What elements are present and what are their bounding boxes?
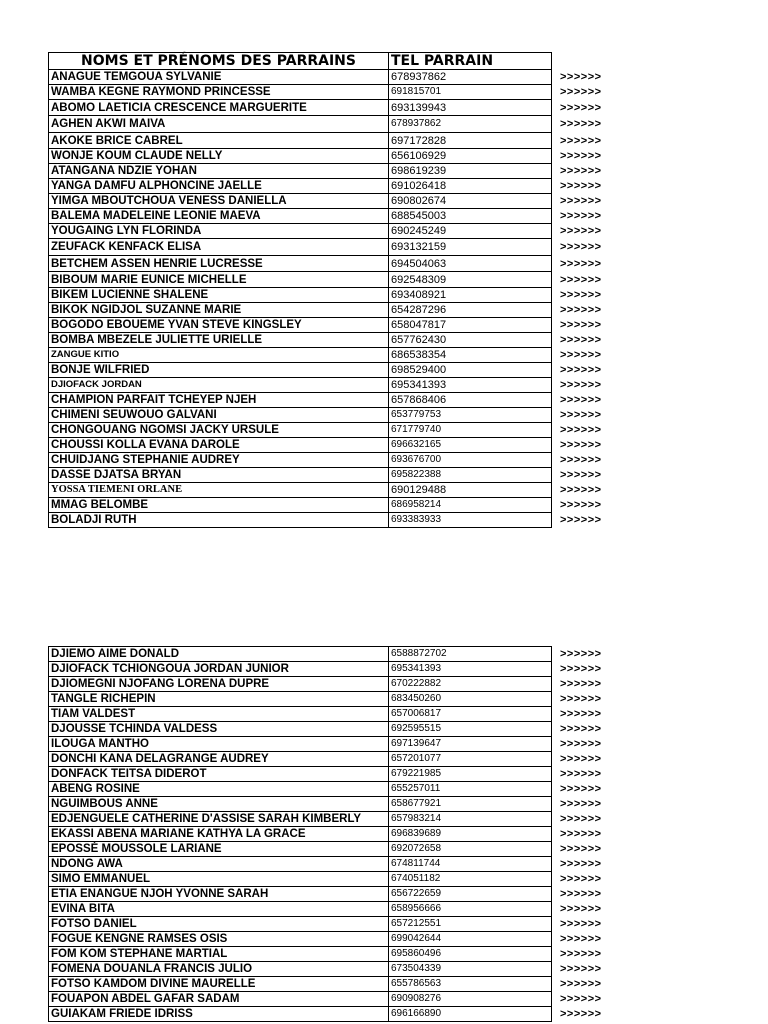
- sponsor-table-1: [48, 52, 618, 528]
- sponsor-name-cell: BALEMA MADELEINE LEONIE MAEVA: [49, 209, 389, 224]
- sponsor-name-cell: ANAGUE TEMGOUA SYLVANIE: [49, 70, 389, 85]
- table-row: [49, 513, 618, 528]
- sponsor-tel-cell: 657006817: [389, 707, 552, 722]
- sponsor-name-cell: EDJENGUELE CATHERINE D'ASSISE SARAH KIMBERLY: [49, 812, 389, 827]
- arrow-marker: >>>>>>: [560, 86, 602, 98]
- arrow-marker: >>>>>>: [560, 225, 602, 237]
- sponsor-name-cell: YOUGAING LYN FLORINDA: [49, 224, 389, 239]
- table-row: [49, 992, 618, 1007]
- sponsor-tel-cell: 679221985: [389, 767, 552, 782]
- sponsor-tel-cell: 655257011: [389, 782, 552, 797]
- sponsor-name-cell: DJIEMO AIME DONALD: [49, 647, 389, 662]
- sponsor-name-cell: ABENG ROSINE: [49, 782, 389, 797]
- sponsor-name-cell: FOM KOM STEPHANE MARTIAL: [49, 947, 389, 962]
- sponsor-tel-cell: 692548309: [389, 272, 552, 288]
- arrow-marker: >>>>>>: [560, 469, 602, 481]
- sponsor-name-cell: DJIOFACK JORDAN: [49, 378, 389, 393]
- sponsor-tel-cell: 655786563: [389, 977, 552, 992]
- sponsor-table-2: [48, 646, 618, 1022]
- sponsor-tel-cell: 657762430: [389, 333, 552, 348]
- table-row: [49, 767, 618, 782]
- sponsor-tel-cell: 691026418: [389, 179, 552, 194]
- arrow-marker: >>>>>>: [560, 409, 602, 421]
- sponsor-tel-cell: 697172828: [389, 133, 552, 149]
- arrow-marker: >>>>>>: [560, 753, 602, 765]
- sponsor-name-cell: FOMENA DOUANLA FRANCIS JULIO: [49, 962, 389, 977]
- table-row: [49, 303, 618, 318]
- sponsor-name-cell: FOTSO DANIEL: [49, 917, 389, 932]
- sponsor-tel-cell: 696166890: [389, 1007, 552, 1022]
- arrow-marker: >>>>>>: [560, 678, 602, 690]
- arrow-marker: >>>>>>: [560, 134, 602, 147]
- table-row: [49, 857, 618, 872]
- sponsor-tel-cell: 690245249: [389, 224, 552, 239]
- arrow-marker: >>>>>>: [560, 768, 602, 780]
- sponsor-name-cell: ZANGUE KITIO: [49, 348, 389, 363]
- sponsor-tel-cell: 690908276: [389, 992, 552, 1007]
- table-row: [49, 737, 618, 752]
- table-row: [49, 483, 618, 498]
- table-row: [49, 1007, 618, 1022]
- arrow-marker: >>>>>>: [560, 150, 602, 162]
- sponsor-tel-cell: 686538354: [389, 348, 552, 363]
- arrow-marker: >>>>>>: [560, 210, 602, 222]
- names-column-header: NOMS ET PRÉNOMS DES PARRAINS: [49, 53, 389, 70]
- sponsor-tel-cell: 653779753: [389, 408, 552, 423]
- sponsor-name-cell: NDONG AWA: [49, 857, 389, 872]
- sponsor-name-cell: BIKOK NGIDJOL SUZANNE MARIE: [49, 303, 389, 318]
- table-row: [49, 100, 618, 116]
- table-header-row: [49, 53, 618, 70]
- table-row: [49, 194, 618, 209]
- sponsor-name-cell: BETCHEM ASSEN HENRIE LUCRESSE: [49, 256, 389, 272]
- arrow-marker: >>>>>>: [560, 101, 602, 114]
- arrow-column-header: [552, 53, 618, 70]
- arrow-marker: >>>>>>: [560, 499, 602, 511]
- arrow-marker: >>>>>>: [560, 813, 602, 825]
- arrow-marker: >>>>>>: [560, 948, 602, 960]
- table-row: [49, 932, 618, 947]
- sponsor-name-cell: BOMBA MBEZELE JULIETTE URIELLE: [49, 333, 389, 348]
- arrow-marker: >>>>>>: [560, 424, 602, 436]
- arrow-marker: >>>>>>: [560, 118, 602, 130]
- arrow-marker: >>>>>>: [560, 484, 602, 496]
- sponsor-tel-cell: 674811744: [389, 857, 552, 872]
- table-row: [49, 333, 618, 348]
- table-row: [49, 677, 618, 692]
- table-row: [49, 902, 618, 917]
- arrow-marker: >>>>>>: [560, 918, 602, 930]
- arrow-marker: >>>>>>: [560, 933, 602, 945]
- arrow-marker: >>>>>>: [560, 783, 602, 795]
- sponsor-tel-cell: 658677921: [389, 797, 552, 812]
- tel-column-header: TEL PARRAIN: [389, 53, 552, 70]
- sponsor-tel-cell: 695341393: [389, 662, 552, 677]
- sponsor-tel-cell: 673504339: [389, 962, 552, 977]
- sponsor-tel-cell: 678937862: [389, 116, 552, 133]
- table-row: [49, 498, 618, 513]
- sponsor-name-cell: DJIOFACK TCHIONGOUA JORDAN JUNIOR: [49, 662, 389, 677]
- table-row: [49, 363, 618, 378]
- sponsor-name-cell: ZEUFACK KENFACK ELISA: [49, 239, 389, 256]
- sponsor-name-cell: GUIAKAM FRIEDE IDRISS: [49, 1007, 389, 1022]
- sponsor-tel-cell: 698619239: [389, 164, 552, 179]
- arrow-marker: >>>>>>: [560, 738, 602, 750]
- arrow-marker: >>>>>>: [560, 993, 602, 1005]
- sponsor-name-cell: ABOMO LAETICIA CRESCENCE MARGUERITE: [49, 100, 389, 116]
- arrow-marker: >>>>>>: [560, 963, 602, 975]
- arrow-marker: >>>>>>: [560, 873, 602, 885]
- table-row: [49, 782, 618, 797]
- sponsor-tel-cell: 692595515: [389, 722, 552, 737]
- sponsor-name-cell: BIBOUM MARIE EUNICE MICHELLE: [49, 272, 389, 288]
- sponsor-tel-cell: 692072658: [389, 842, 552, 857]
- sponsor-name-cell: EVINA BITA: [49, 902, 389, 917]
- arrow-marker: >>>>>>: [560, 304, 602, 316]
- sponsor-name-cell: DONCHI KANA DELAGRANGE AUDREY: [49, 752, 389, 767]
- sponsor-name-cell: YIMGA MBOUTCHOUA VENESS DANIELLA: [49, 194, 389, 209]
- sponsor-tel-cell: 693383933: [389, 513, 552, 528]
- table-row: [49, 288, 618, 303]
- table-row: [49, 453, 618, 468]
- arrow-marker: >>>>>>: [560, 648, 602, 660]
- arrow-marker: >>>>>>: [560, 180, 602, 192]
- table-row: [49, 348, 618, 363]
- table-row: [49, 393, 618, 408]
- sponsor-name-cell: BIKEM LUCIENNE SHALENE: [49, 288, 389, 303]
- arrow-marker: >>>>>>: [560, 273, 602, 286]
- arrow-marker: >>>>>>: [560, 888, 602, 900]
- arrow-marker: >>>>>>: [560, 978, 602, 990]
- sponsor-tel-cell: 693408921: [389, 288, 552, 303]
- table-row: [49, 164, 618, 179]
- sponsor-name-cell: BOGODO EBOUEME YVAN STEVE KINGSLEY: [49, 318, 389, 333]
- arrow-marker: >>>>>>: [560, 257, 602, 270]
- table-row: [49, 408, 618, 423]
- table-row: [49, 842, 618, 857]
- sponsor-name-cell: ETIA ENANGUE NJOH YVONNE SARAH: [49, 887, 389, 902]
- arrow-marker: >>>>>>: [560, 241, 602, 253]
- arrow-marker: >>>>>>: [560, 843, 602, 855]
- sponsor-name-cell: CHOUSSI KOLLA EVANA DAROLE: [49, 438, 389, 453]
- arrow-marker: >>>>>>: [560, 858, 602, 870]
- sponsor-tel-cell: 686958214: [389, 498, 552, 513]
- sponsor-tel-cell: 699042644: [389, 932, 552, 947]
- sponsor-tel-cell: 658956666: [389, 902, 552, 917]
- sponsor-tel-cell: 670222882: [389, 677, 552, 692]
- sponsor-tel-cell: 657212551: [389, 917, 552, 932]
- sponsor-name-cell: TIAM VALDEST: [49, 707, 389, 722]
- sponsor-name-cell: DJIOMEGNI NJOFANG LORENA DUPRE: [49, 677, 389, 692]
- sponsor-name-cell: WAMBA KEGNE RAYMOND PRINCESSE: [49, 85, 389, 100]
- table-row: [49, 239, 618, 256]
- sponsor-tel-cell: 696839689: [389, 827, 552, 842]
- sponsor-tel-cell: 683450260: [389, 692, 552, 707]
- table-row: [49, 692, 618, 707]
- sponsor-tel-cell: 690802674: [389, 194, 552, 209]
- sponsor-tel-cell: 656106929: [389, 149, 552, 164]
- table-row: [49, 224, 618, 239]
- sponsor-name-cell: WONJE KOUM CLAUDE NELLY: [49, 149, 389, 164]
- sponsor-name-cell: CHIMENI SEUWOUO GALVANI: [49, 408, 389, 423]
- table-row: [49, 256, 618, 272]
- arrow-marker: >>>>>>: [560, 195, 602, 207]
- arrow-marker: >>>>>>: [560, 828, 602, 840]
- sponsor-tel-cell: 695860496: [389, 947, 552, 962]
- sponsor-tel-cell: 674051182: [389, 872, 552, 887]
- arrow-marker: >>>>>>: [560, 514, 602, 526]
- sponsor-tel-cell: 671779740: [389, 423, 552, 438]
- table-row: [49, 378, 618, 393]
- sponsor-tel-cell: 691815701: [389, 85, 552, 100]
- arrow-marker: >>>>>>: [560, 334, 602, 346]
- sponsor-name-cell: NGUIMBOUS ANNE: [49, 797, 389, 812]
- table-row: [49, 468, 618, 483]
- arrow-marker: >>>>>>: [560, 71, 602, 83]
- arrow-marker: >>>>>>: [560, 364, 602, 376]
- table-row: [49, 917, 618, 932]
- sponsor-tel-cell: 693132159: [389, 239, 552, 256]
- table-row: [49, 85, 618, 100]
- table-row: [49, 722, 618, 737]
- table-row: [49, 209, 618, 224]
- sponsor-name-cell: BONJE WILFRIED: [49, 363, 389, 378]
- table-row: [49, 647, 618, 662]
- table-row: [49, 272, 618, 288]
- arrow-marker: >>>>>>: [560, 903, 602, 915]
- arrow-marker: >>>>>>: [560, 165, 602, 177]
- table-row: [49, 797, 618, 812]
- table-row: [49, 827, 618, 842]
- sponsor-name-cell: BOLADJI RUTH: [49, 513, 389, 528]
- arrow-marker: >>>>>>: [560, 1008, 602, 1020]
- sponsor-tel-cell: 695822388: [389, 468, 552, 483]
- arrow-marker: >>>>>>: [560, 439, 602, 451]
- table-row: [49, 662, 618, 677]
- sponsor-tel-cell: 657201077: [389, 752, 552, 767]
- sponsor-name-cell: YOSSA TIEMENI ORLANE: [49, 483, 389, 498]
- table-row: [49, 318, 618, 333]
- table-row: [49, 116, 618, 133]
- arrow-marker: >>>>>>: [560, 319, 602, 331]
- arrow-marker: >>>>>>: [560, 379, 602, 391]
- arrow-marker: >>>>>>: [560, 693, 602, 705]
- sponsor-name-cell: AKOKE BRICE CABREL: [49, 133, 389, 149]
- sponsor-name-cell: CHONGOUANG NGOMSI JACKY URSULE: [49, 423, 389, 438]
- arrow-marker: >>>>>>: [560, 708, 602, 720]
- table-row: [49, 438, 618, 453]
- sponsor-tel-cell: 6588872702: [389, 647, 552, 662]
- table-row: [49, 752, 618, 767]
- sponsor-tel-cell: 657868406: [389, 393, 552, 408]
- sponsor-tel-cell: 657983214: [389, 812, 552, 827]
- arrow-marker: >>>>>>: [560, 663, 602, 675]
- sponsor-name-cell: CHUIDJANG STEPHANIE AUDREY: [49, 453, 389, 468]
- table-row: [49, 179, 618, 194]
- sponsor-name-cell: YANGA DAMFU ALPHONCINE JAELLE: [49, 179, 389, 194]
- sponsor-tel-cell: 696632165: [389, 438, 552, 453]
- sponsor-name-cell: DONFACK TEITSA DIDEROT: [49, 767, 389, 782]
- sponsor-tel-cell: 690129488: [389, 483, 552, 498]
- sponsor-tel-cell: 678937862: [389, 70, 552, 85]
- sponsor-tel-cell: 654287296: [389, 303, 552, 318]
- sponsor-tel-cell: 694504063: [389, 256, 552, 272]
- sponsor-name-cell: DJOUSSE TCHINDA VALDESS: [49, 722, 389, 737]
- sponsor-name-cell: DASSE DJATSA BRYAN: [49, 468, 389, 483]
- arrow-marker: >>>>>>: [560, 289, 602, 301]
- sponsor-name-cell: FOGUE KENGNE RAMSES OSIS: [49, 932, 389, 947]
- table-row: [49, 872, 618, 887]
- arrow-marker: >>>>>>: [560, 454, 602, 466]
- sponsor-name-cell: ILOUGA MANTHO: [49, 737, 389, 752]
- sponsor-tel-cell: 698529400: [389, 363, 552, 378]
- table-body-2: [49, 647, 618, 1022]
- table-row: [49, 947, 618, 962]
- sponsor-name-cell: EPOSSÉ MOUSSOLE LARIANE: [49, 842, 389, 857]
- table-body-1: [49, 70, 618, 528]
- arrow-marker: >>>>>>: [560, 349, 602, 361]
- table-row: [49, 70, 618, 85]
- arrow-marker: >>>>>>: [560, 798, 602, 810]
- sponsor-name-cell: TANGLE RICHEPIN: [49, 692, 389, 707]
- sponsor-tel-cell: 658047817: [389, 318, 552, 333]
- sponsor-tel-cell: 688545003: [389, 209, 552, 224]
- sponsor-name-cell: EKASSI ABENA MARIANE KATHYA LA GRACE: [49, 827, 389, 842]
- table-row: [49, 707, 618, 722]
- sponsor-name-cell: AGHEN AKWI MAIVA: [49, 116, 389, 133]
- sponsor-name-cell: FOUAPON ABDEL GAFAR SADAM: [49, 992, 389, 1007]
- sponsor-name-cell: MMAG BELOMBE: [49, 498, 389, 513]
- sponsor-tel-cell: 693139943: [389, 100, 552, 116]
- table-row: [49, 812, 618, 827]
- table-row: [49, 962, 618, 977]
- table-row: [49, 133, 618, 149]
- table-row: [49, 977, 618, 992]
- sponsor-tel-cell: 697139647: [389, 737, 552, 752]
- sponsor-tel-cell: 693676700: [389, 453, 552, 468]
- sponsor-name-cell: FOTSO KAMDOM DIVINE MAURELLE: [49, 977, 389, 992]
- sponsor-name-cell: CHAMPION PARFAIT TCHEYEP NJEH: [49, 393, 389, 408]
- table-row: [49, 423, 618, 438]
- arrow-marker: >>>>>>: [560, 723, 602, 735]
- sponsor-name-cell: ATANGANA NDZIE YOHAN: [49, 164, 389, 179]
- table-row: [49, 149, 618, 164]
- sponsor-tel-cell: 656722659: [389, 887, 552, 902]
- arrow-marker: >>>>>>: [560, 394, 602, 406]
- table-row: [49, 887, 618, 902]
- sponsor-name-cell: SIMO EMMANUEL: [49, 872, 389, 887]
- sponsor-tel-cell: 695341393: [389, 378, 552, 393]
